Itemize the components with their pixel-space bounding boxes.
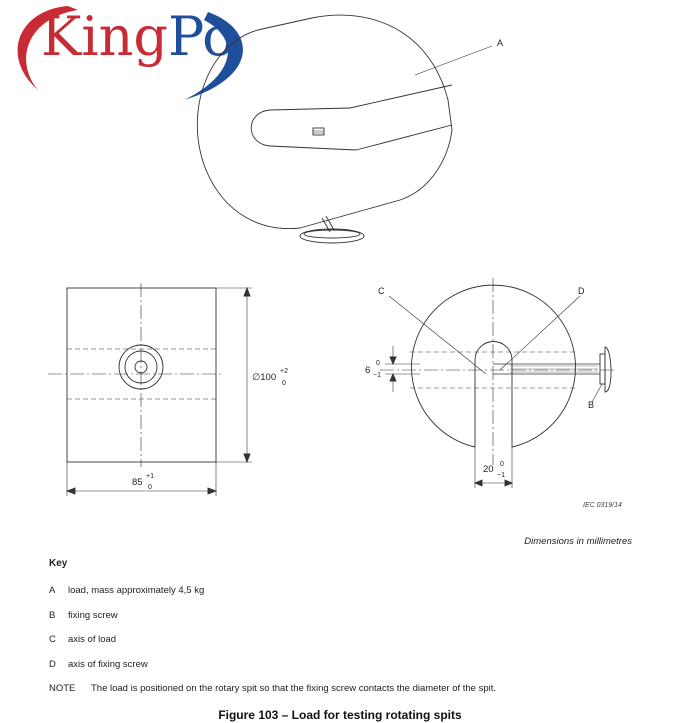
key-item-a	[49, 585, 204, 596]
key-item-c	[49, 634, 116, 645]
label-b: B	[588, 400, 595, 410]
key-text: fixing screw	[68, 610, 118, 621]
key-letter: D	[49, 659, 56, 670]
dim-diameter-tol-lower: 0	[282, 380, 286, 387]
key-letter: A	[49, 585, 56, 596]
key-title: Key	[49, 558, 68, 569]
dim-width-value: 85	[132, 477, 143, 488]
dim-diameter-value: ∅100	[252, 372, 277, 383]
dim-diameter	[252, 372, 276, 383]
figure-caption: Figure 103 – Load for testing rotating spits	[218, 708, 462, 722]
side-view-circle	[380, 278, 615, 488]
label-a: A	[497, 38, 504, 48]
dim-slot-value: 20	[483, 464, 494, 475]
dim-slot-tol-lower: −1	[497, 472, 505, 479]
dim-diameter-tol-upper: +2	[280, 368, 288, 375]
key-letter: C	[49, 634, 56, 645]
dim-six-tol-upper: 0	[376, 360, 380, 367]
dim-width-tol-lower: 0	[148, 484, 152, 491]
dimensions-note: Dimensions in millimetres	[524, 536, 632, 547]
front-view-square	[48, 283, 252, 496]
key-item-d	[49, 659, 148, 670]
label-c: C	[378, 286, 385, 296]
iec-reference: IEC 0319/14	[583, 502, 622, 509]
key-text: axis of fixing screw	[68, 659, 148, 670]
key-letter: B	[49, 610, 56, 621]
dim-width-tol-upper: +1	[146, 473, 154, 480]
note	[49, 683, 496, 694]
note-label: NOTE	[49, 683, 76, 694]
key-text: axis of load	[68, 634, 117, 645]
note-text: The load is positioned on the rotary spit so that the fixing screw contacts the diameter of the spit.	[91, 683, 497, 694]
isometric-view	[197, 15, 492, 243]
logo-king: King	[41, 5, 168, 68]
dim-six-tol-lower: −1	[373, 372, 381, 379]
dim-six-value: 6	[365, 365, 371, 376]
logo-po: Po	[167, 5, 235, 68]
label-d: D	[578, 286, 585, 296]
dim-slot-tol-upper: 0	[500, 461, 504, 468]
key-item-b	[49, 610, 118, 621]
key-text: load, mass approximately 4,5 kg	[68, 585, 205, 596]
